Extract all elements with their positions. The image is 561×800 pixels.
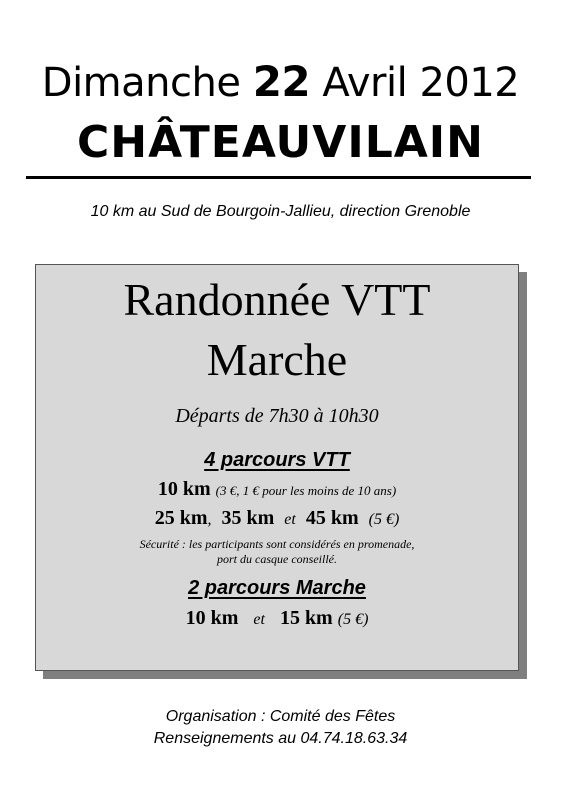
safety-note-line2: port du casque conseillé. bbox=[217, 552, 337, 566]
organizer: Organisation : Comité des Fêtes bbox=[165, 708, 396, 725]
event-date bbox=[0, 58, 561, 107]
marche-distances bbox=[36, 607, 518, 630]
vtt-line-long bbox=[36, 507, 518, 530]
town-title: CHÂTEAUVILAIN bbox=[77, 117, 484, 168]
vtt-and: et bbox=[284, 511, 296, 528]
title-underline bbox=[26, 176, 531, 179]
marche-and: et bbox=[253, 611, 265, 628]
date-day: 22 bbox=[252, 57, 311, 106]
marche-heading: 2 parcours Marche bbox=[188, 577, 366, 599]
vtt-heading: 4 parcours VTT bbox=[204, 449, 350, 471]
vtt-line-10km bbox=[36, 478, 518, 501]
contact-phone: Renseignements au 04.74.18.63.34 bbox=[153, 730, 408, 747]
date-month-year: Avril 2012 bbox=[322, 60, 520, 106]
panel-title-line2: Marche bbox=[206, 334, 348, 385]
date-weekday: Dimanche bbox=[41, 60, 241, 106]
marche-distance-10: 10 km bbox=[185, 607, 239, 629]
vtt-distance-25: 25 km bbox=[154, 507, 208, 529]
vtt-comma: , bbox=[207, 511, 212, 528]
vtt-price-5: (5 €) bbox=[368, 511, 400, 528]
safety-note-line1: Sécurité : les participants sont considérés en promenade, bbox=[139, 537, 415, 551]
location-subtitle: 10 km au Sud de Bourgoin-Jallieu, direction Grenoble bbox=[90, 203, 471, 220]
event-panel bbox=[35, 264, 519, 671]
marche-price-5: (5 €) bbox=[337, 611, 369, 628]
panel-title-line1: Randonnée VTT bbox=[123, 274, 431, 325]
departure-times: Départs de 7h30 à 10h30 bbox=[175, 405, 379, 427]
vtt-price-10: (3 €, 1 € pour les moins de 10 ans) bbox=[215, 483, 397, 498]
vtt-distance-10: 10 km bbox=[157, 478, 211, 500]
vtt-distance-45: 45 km bbox=[305, 507, 359, 529]
marche-distance-15: 15 km bbox=[279, 607, 333, 629]
vtt-distance-35: 35 km bbox=[221, 507, 275, 529]
